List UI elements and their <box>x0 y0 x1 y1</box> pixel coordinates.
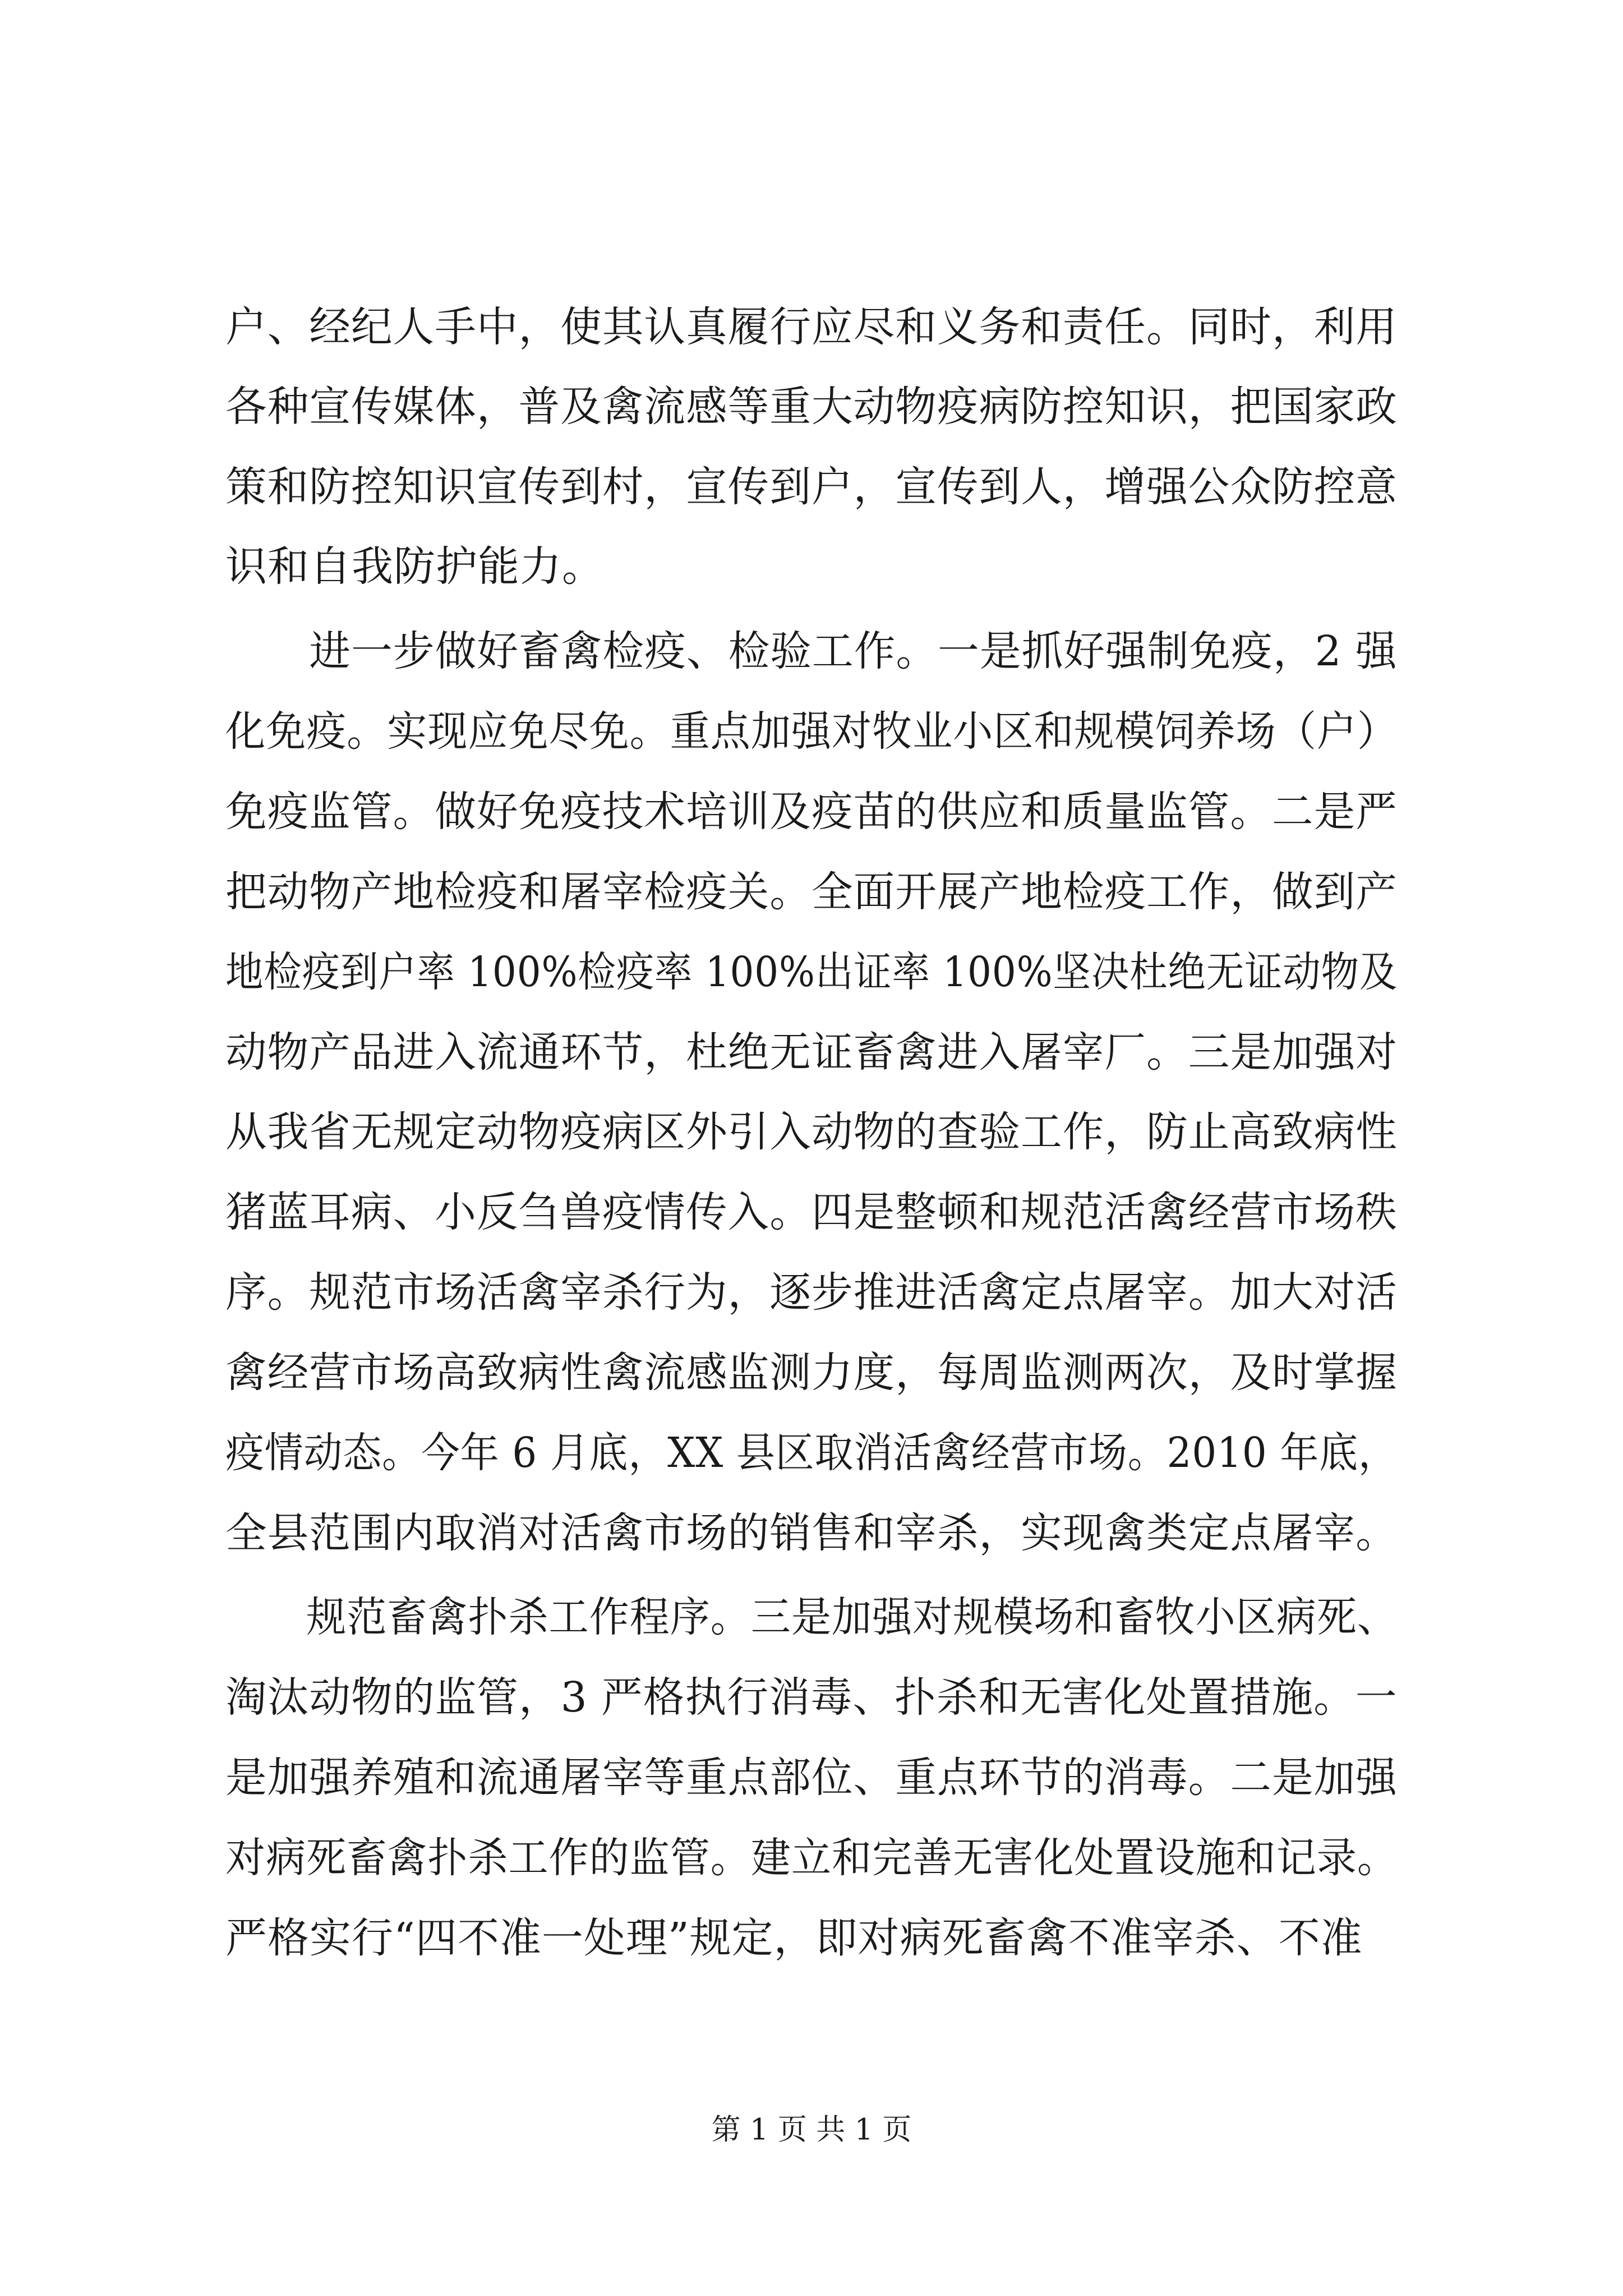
text-line: 化免疫。实现应免尽免。重点加强对牧业小区和规模饲养场（户） <box>225 707 1398 756</box>
text-line: 各种宣传媒体，普及禽流感等重大动物疫病防控知识，把国家政 <box>225 383 1398 431</box>
page-number-footer: 第 1 页 共 1 页 <box>711 2113 912 2147</box>
text-line: 策和防控知识宣传到村，宣传到户，宣传到人，增强公众防控意 <box>225 463 1398 511</box>
text-line: 对病死畜禽扑杀工作的监管。建立和完善无害化处置设施和记录。 <box>225 1834 1398 1882</box>
text-line: 识和自我防护能力。 <box>225 542 604 591</box>
text-line: 疫情动态。今年 6 月底，XX 县区取消活禽经营市场。2010 年底， <box>225 1429 1398 1477</box>
text-line: 是加强养殖和流通屠宰等重点部位、重点环节的消毒。二是加强 <box>225 1754 1398 1802</box>
text-line: 进一步做好畜禽检疫、检验工作。一是抓好强制免疫，2 强 <box>225 627 1398 675</box>
text-line: 严格实行“四不准一处理”规定，即对病死畜禽不准宰杀、不准 <box>225 1914 1363 1962</box>
text-line: 户、经纪人手中，使其认真履行应尽和义务和责任。同时，利用 <box>225 303 1398 351</box>
text-line: 免疫监管。做好免疫技术培训及疫苗的供应和质量监管。二是严 <box>225 788 1398 836</box>
text-line: 淘汰动物的监管，3 严格执行消毒、扑杀和无害化处置措施。一 <box>225 1673 1398 1722</box>
text-line: 动物产品进入流通环节，杜绝无证畜禽进入屠宰厂。三是加强对 <box>225 1028 1398 1076</box>
text-line: 全县范围内取消对活禽市场的销售和宰杀，实现禽类定点屠宰。 <box>225 1509 1398 1557</box>
text-line: 禽经营市场高致病性禽流感监测力度，每周监测两次，及时掌握 <box>225 1349 1398 1397</box>
text-line: 从我省无规定动物疫病区外引入动物的查验工作，防止高致病性 <box>225 1108 1398 1156</box>
text-line: 规范畜禽扑杀工作程序。三是加强对规模场和畜牧小区病死、 <box>225 1593 1398 1641</box>
text-line: 序。规范市场活禽宰杀行为，逐步推进活禽定点屠宰。加大对活 <box>225 1268 1398 1317</box>
text-line: 地检疫到户率 100%检疫率 100%出证率 100%坚决杜绝无证动物及 <box>225 948 1398 996</box>
text-line: 把动物产地检疫和屠宰检疫关。全面开展产地检疫工作，做到产 <box>225 868 1398 916</box>
text-line: 猪蓝耳病、小反刍兽疫情传入。四是整顿和规范活禽经营市场秩 <box>225 1188 1398 1236</box>
